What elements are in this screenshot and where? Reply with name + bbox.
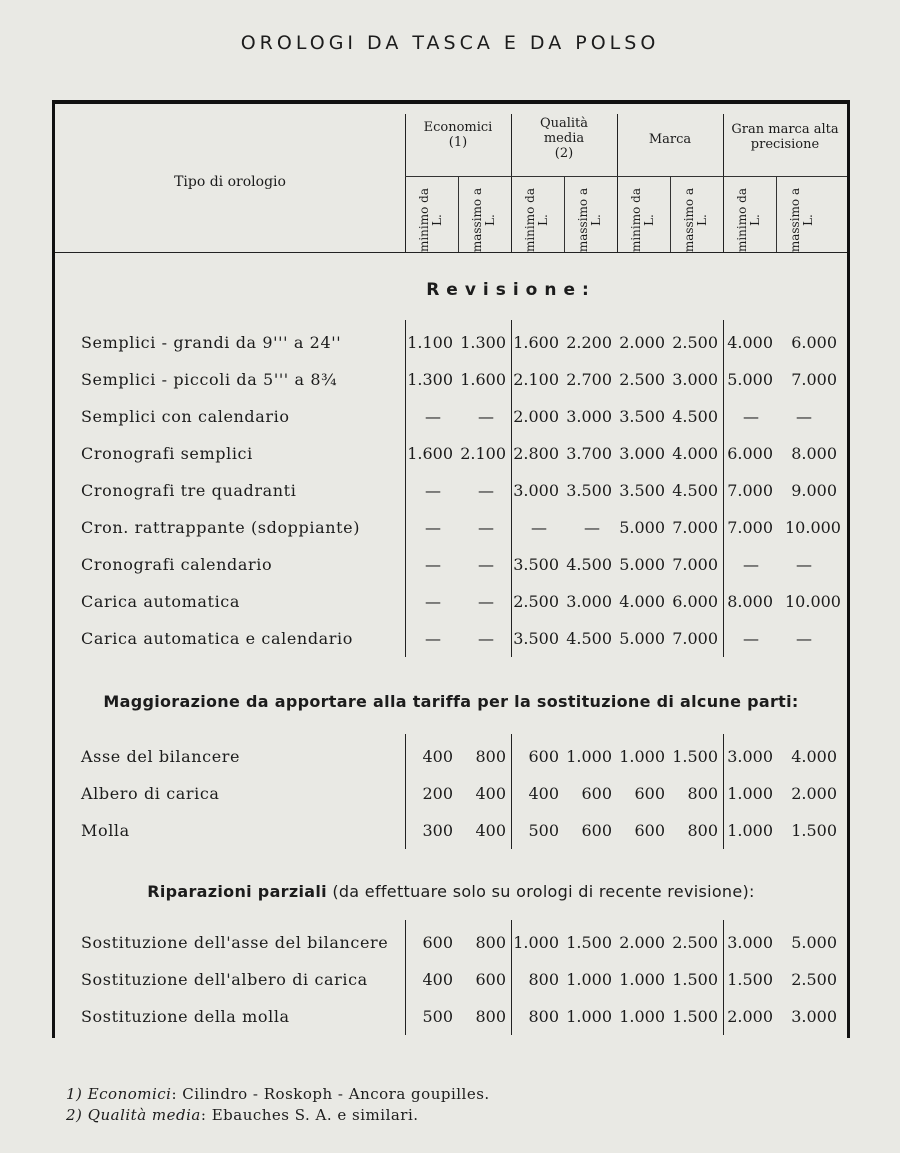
price-cell: 600 bbox=[634, 821, 665, 840]
table-row bbox=[55, 546, 847, 583]
price-cell: 3.500 bbox=[513, 555, 559, 574]
footnote-2: 2) Qualità media: Ebauches S. A. e similari. bbox=[66, 1106, 419, 1124]
price-cell: 1.000 bbox=[619, 1007, 665, 1026]
price-cell: — bbox=[796, 629, 812, 648]
price-cell: — bbox=[478, 555, 494, 574]
price-cell: 300 bbox=[422, 821, 453, 840]
page-title: OROLOGI DA TASCA E DA POLSO bbox=[240, 32, 660, 54]
table-row bbox=[55, 924, 847, 961]
price-cell: 2.000 bbox=[619, 333, 665, 352]
price-cell: 1.300 bbox=[460, 333, 506, 352]
row-label: Cronografi tre quadranti bbox=[81, 481, 297, 500]
price-cell: — bbox=[796, 407, 812, 426]
price-cell: 3.000 bbox=[513, 481, 559, 500]
price-cell: 5.000 bbox=[727, 370, 773, 389]
price-cell: 2.500 bbox=[791, 970, 837, 989]
price-cell: 3.000 bbox=[727, 933, 773, 952]
price-cell: 800 bbox=[475, 747, 506, 766]
table-row bbox=[55, 472, 847, 509]
price-cell: 2.500 bbox=[619, 370, 665, 389]
row-label: Cronografi semplici bbox=[81, 444, 253, 463]
price-cell: 400 bbox=[528, 784, 559, 803]
price-cell: 1.500 bbox=[672, 747, 718, 766]
table-row bbox=[55, 435, 847, 472]
price-cell: 2.000 bbox=[727, 1007, 773, 1026]
price-cell: 1.000 bbox=[566, 1007, 612, 1026]
price-cell: 4.500 bbox=[566, 629, 612, 648]
price-cell: — bbox=[743, 407, 759, 426]
group-header-marca: Marca bbox=[648, 132, 692, 147]
row-label: Carica automatica bbox=[81, 592, 240, 611]
section-maggiorazione bbox=[55, 738, 847, 849]
price-cell: 5.000 bbox=[791, 933, 837, 952]
price-cell: 1.000 bbox=[619, 970, 665, 989]
price-cell: 200 bbox=[422, 784, 453, 803]
price-cell: 7.000 bbox=[672, 518, 718, 537]
price-cell: — bbox=[478, 629, 494, 648]
price-table bbox=[52, 100, 850, 1038]
price-cell: 2.100 bbox=[460, 444, 506, 463]
price-cell: 800 bbox=[687, 784, 718, 803]
row-label: Semplici - grandi da 9''' a 24'' bbox=[81, 333, 342, 352]
price-cell: 1.500 bbox=[566, 933, 612, 952]
price-cell: 400 bbox=[422, 747, 453, 766]
price-cell: 600 bbox=[475, 970, 506, 989]
footnote-1: 1) Economici: Cilindro - Roskoph - Ancora goupilles. bbox=[66, 1085, 490, 1103]
price-cell: 3.000 bbox=[619, 444, 665, 463]
price-cell: — bbox=[425, 518, 441, 537]
price-cell: 1.500 bbox=[791, 821, 837, 840]
table-row bbox=[55, 998, 847, 1035]
price-cell: — bbox=[796, 555, 812, 574]
price-cell: — bbox=[743, 629, 759, 648]
price-cell: — bbox=[425, 555, 441, 574]
subheader-massimo: massimo a L. bbox=[470, 187, 497, 253]
footnotes bbox=[66, 1084, 490, 1126]
price-cell: 2.500 bbox=[513, 592, 559, 611]
price-cell: 600 bbox=[581, 784, 612, 803]
price-cell: 500 bbox=[422, 1007, 453, 1026]
table-row bbox=[55, 361, 847, 398]
price-cell: 800 bbox=[687, 821, 718, 840]
price-cell: — bbox=[425, 407, 441, 426]
price-cell: 500 bbox=[528, 821, 559, 840]
price-cell: 6.000 bbox=[672, 592, 718, 611]
price-cell: — bbox=[425, 592, 441, 611]
price-cell: 7.000 bbox=[672, 555, 718, 574]
column-header-tipo: Tipo di orologio bbox=[174, 174, 286, 190]
table-row bbox=[55, 738, 847, 775]
price-cell: 3.500 bbox=[619, 481, 665, 500]
price-cell: 1.500 bbox=[727, 970, 773, 989]
row-label: Sostituzione della molla bbox=[81, 1007, 290, 1026]
row-label: Cron. rattrappante (sdoppiante) bbox=[81, 518, 361, 537]
price-cell: 4.500 bbox=[672, 481, 718, 500]
price-cell: 10.000 bbox=[785, 592, 841, 611]
price-cell: — bbox=[478, 518, 494, 537]
price-cell: 2.000 bbox=[513, 407, 559, 426]
row-label: Carica automatica e calendario bbox=[81, 629, 354, 648]
price-cell: 800 bbox=[475, 933, 506, 952]
table-row bbox=[55, 583, 847, 620]
price-cell: 1.500 bbox=[672, 1007, 718, 1026]
subheader-minimo: minimo da L. bbox=[629, 187, 656, 253]
table-row bbox=[55, 324, 847, 361]
row-label: Semplici con calendario bbox=[81, 407, 290, 426]
price-cell: 3.000 bbox=[791, 1007, 837, 1026]
price-cell: 4.000 bbox=[672, 444, 718, 463]
subheader-minimo: minimo da L. bbox=[735, 187, 762, 253]
price-cell: 5.000 bbox=[619, 629, 665, 648]
price-cell: 2.000 bbox=[791, 784, 837, 803]
price-cell: 800 bbox=[528, 1007, 559, 1026]
price-cell: 5.000 bbox=[619, 555, 665, 574]
price-cell: 600 bbox=[581, 821, 612, 840]
table-row bbox=[55, 509, 847, 546]
price-cell: — bbox=[531, 518, 547, 537]
price-cell: 1.000 bbox=[619, 747, 665, 766]
row-label: Molla bbox=[81, 821, 130, 840]
price-cell: 7.000 bbox=[672, 629, 718, 648]
price-cell: 2.800 bbox=[513, 444, 559, 463]
price-cell: 6.000 bbox=[791, 333, 837, 352]
price-cell: 4.500 bbox=[672, 407, 718, 426]
price-cell: 1.000 bbox=[727, 784, 773, 803]
group-header-qualita-media: Qualità media (2) bbox=[539, 116, 589, 161]
price-cell: 3.000 bbox=[727, 747, 773, 766]
subheader-minimo: minimo da L. bbox=[417, 187, 444, 253]
price-cell: 1.600 bbox=[460, 370, 506, 389]
price-cell: 1.000 bbox=[566, 747, 612, 766]
price-cell: 4.500 bbox=[566, 555, 612, 574]
price-cell: 600 bbox=[422, 933, 453, 952]
section-riparazioni bbox=[55, 924, 847, 1035]
table-row bbox=[55, 398, 847, 435]
price-cell: 800 bbox=[528, 970, 559, 989]
price-cell: 400 bbox=[422, 970, 453, 989]
section-title-maggiorazione: Maggiorazione da apportare alla tariffa per la sostituzione di alcune parti: bbox=[103, 692, 799, 711]
table-row bbox=[55, 775, 847, 812]
price-cell: 9.000 bbox=[791, 481, 837, 500]
price-cell: 1.600 bbox=[407, 444, 453, 463]
price-cell: 7.000 bbox=[727, 518, 773, 537]
row-label: Asse del bilancere bbox=[81, 747, 241, 766]
price-cell: 3.500 bbox=[513, 629, 559, 648]
price-cell: 4.000 bbox=[727, 333, 773, 352]
price-cell: 8.000 bbox=[727, 592, 773, 611]
price-cell: 2.000 bbox=[619, 933, 665, 952]
price-cell: — bbox=[478, 481, 494, 500]
group-header-gran-marca: Gran marca alta precisione bbox=[731, 122, 839, 152]
price-cell: — bbox=[425, 481, 441, 500]
price-cell: 600 bbox=[634, 784, 665, 803]
price-cell: 1.300 bbox=[407, 370, 453, 389]
price-cell: 1.100 bbox=[407, 333, 453, 352]
price-cell: — bbox=[584, 518, 600, 537]
price-cell: 4.000 bbox=[619, 592, 665, 611]
subheader-massimo: massimo a L. bbox=[682, 187, 709, 253]
section-title-riparazioni: Riparazioni parziali (da effettuare solo su orologi di recente revisione): bbox=[147, 882, 755, 901]
price-cell: 1.000 bbox=[727, 821, 773, 840]
price-cell: 8.000 bbox=[791, 444, 837, 463]
price-cell: 400 bbox=[475, 821, 506, 840]
price-cell: — bbox=[478, 592, 494, 611]
price-cell: — bbox=[478, 407, 494, 426]
table-row bbox=[55, 812, 847, 849]
price-cell: 5.000 bbox=[619, 518, 665, 537]
price-cell: 2.700 bbox=[566, 370, 612, 389]
price-cell: 6.000 bbox=[727, 444, 773, 463]
section-title-revisione: Revisione: bbox=[426, 280, 596, 300]
price-cell: 3.000 bbox=[566, 407, 612, 426]
subheader-massimo: massimo a L. bbox=[576, 187, 603, 253]
price-cell: 1.600 bbox=[513, 333, 559, 352]
row-label: Semplici - piccoli da 5''' a 8¾ bbox=[81, 370, 338, 389]
price-cell: 400 bbox=[475, 784, 506, 803]
row-label: Albero di carica bbox=[81, 784, 220, 803]
row-label: Cronografi calendario bbox=[81, 555, 273, 574]
price-cell: 7.000 bbox=[727, 481, 773, 500]
price-cell: 1.000 bbox=[566, 970, 612, 989]
price-cell: 1.000 bbox=[513, 933, 559, 952]
group-header-economici: Economici (1) bbox=[423, 120, 493, 150]
price-cell: 800 bbox=[475, 1007, 506, 1026]
price-cell: 1.500 bbox=[672, 970, 718, 989]
subheader-minimo: minimo da L. bbox=[523, 187, 550, 253]
price-cell: — bbox=[743, 555, 759, 574]
price-cell: 3.500 bbox=[566, 481, 612, 500]
price-cell: 4.000 bbox=[791, 747, 837, 766]
price-cell: 3.700 bbox=[566, 444, 612, 463]
table-row bbox=[55, 961, 847, 998]
subheader-massimo: massimo a L. bbox=[788, 187, 815, 253]
price-cell: 2.200 bbox=[566, 333, 612, 352]
price-cell: 7.000 bbox=[791, 370, 837, 389]
price-cell: 3.000 bbox=[672, 370, 718, 389]
price-cell: 600 bbox=[528, 747, 559, 766]
price-cell: 3.500 bbox=[619, 407, 665, 426]
table-row bbox=[55, 620, 847, 657]
section-revisione bbox=[55, 324, 847, 657]
price-cell: — bbox=[425, 629, 441, 648]
price-cell: 3.000 bbox=[566, 592, 612, 611]
price-cell: 2.500 bbox=[672, 333, 718, 352]
price-cell: 2.100 bbox=[513, 370, 559, 389]
price-cell: 2.500 bbox=[672, 933, 718, 952]
price-cell: 10.000 bbox=[785, 518, 841, 537]
row-label: Sostituzione dell'albero di carica bbox=[81, 970, 368, 989]
row-label: Sostituzione dell'asse del bilancere bbox=[81, 933, 389, 952]
